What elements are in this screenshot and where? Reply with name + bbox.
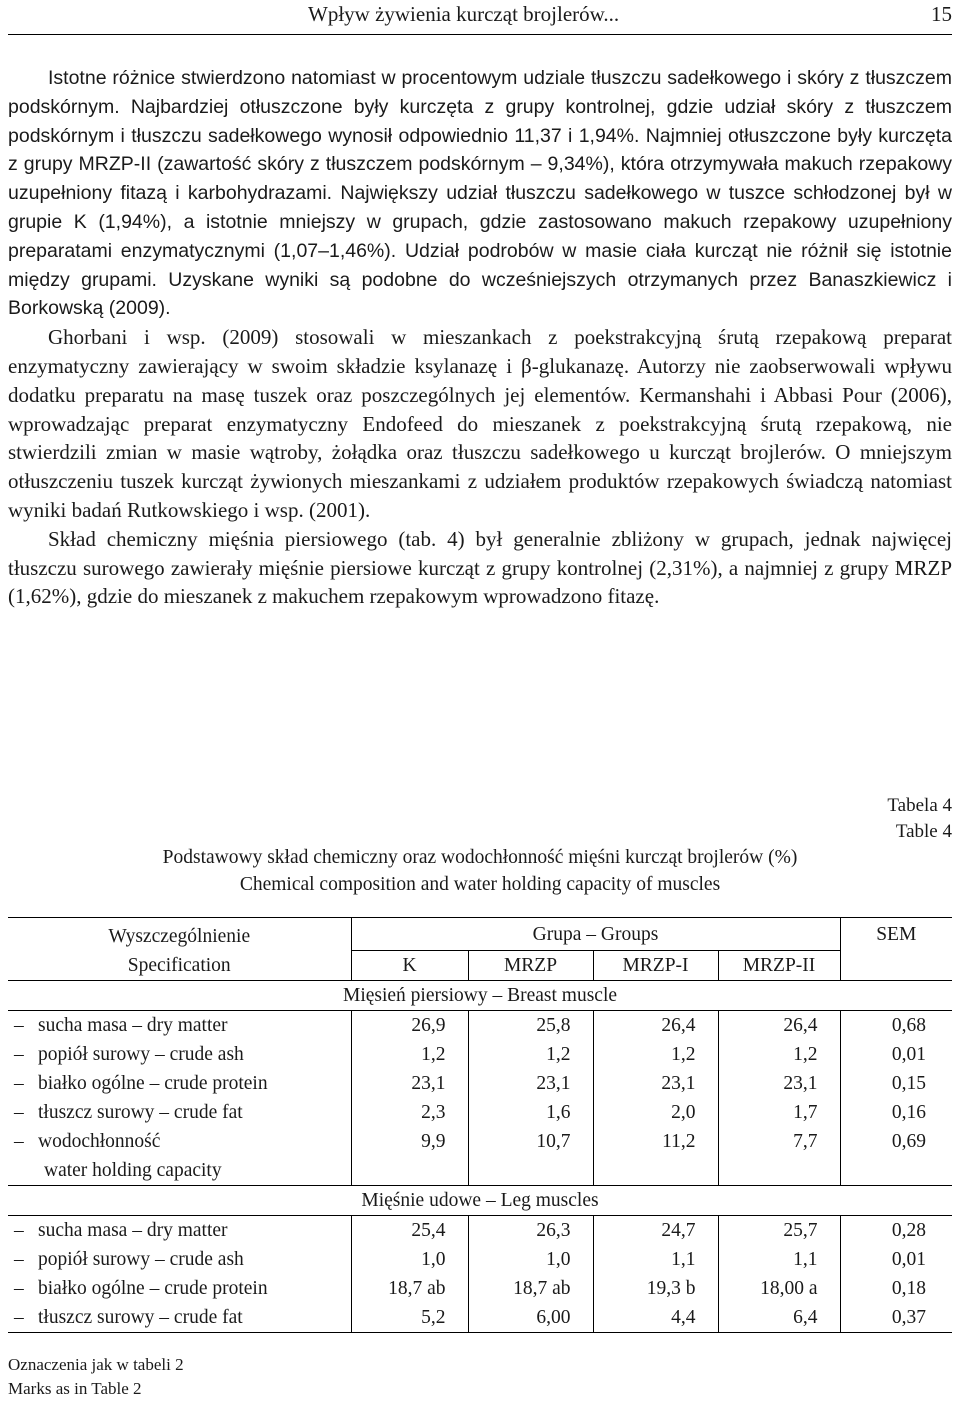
data-table <box>8 917 952 1333</box>
group-header: Grupa – Groups <box>351 918 840 951</box>
row-label <box>8 1069 351 1098</box>
running-header <box>8 0 952 35</box>
value-sem: 0,15 <box>891 1073 926 1094</box>
value-k: 25,4 <box>351 1216 468 1246</box>
dash-mark: – <box>14 1307 24 1328</box>
dash-mark: – <box>14 1249 24 1270</box>
note-pl: Oznaczenia jak w tabeli 2 <box>8 1355 184 1374</box>
value-mrzp2: 7,7 <box>718 1127 840 1186</box>
value-sem: 0,37 <box>840 1303 952 1333</box>
row-label <box>8 1040 351 1069</box>
value-k: 5,2 <box>351 1303 468 1333</box>
spec-header-en: Specification <box>127 955 231 976</box>
row-label-text: białko ogólne – crude protein <box>38 1278 268 1299</box>
row-label-text: sucha masa – dry matter <box>38 1220 228 1241</box>
row-label-text: białko ogólne – crude protein <box>38 1073 268 1094</box>
value-mrzp2: 23,1 <box>718 1069 840 1098</box>
value-mrzp2: 6,4 <box>718 1303 840 1333</box>
body-text <box>8 64 952 611</box>
value-mrzp: 1,0 <box>468 1245 593 1274</box>
value-mrzp: 26,3 <box>468 1216 593 1246</box>
table-notes <box>8 1353 184 1401</box>
value-sem: 0,18 <box>891 1278 926 1299</box>
dash-mark: – <box>14 1102 24 1123</box>
table-caption-pl: Podstawowy skład chemiczny oraz wodochłonność mięśni kurcząt brojlerów (%) <box>162 847 798 868</box>
note-en: Marks as in Table 2 <box>8 1379 142 1398</box>
table-header-row <box>8 918 952 951</box>
section-title-leg: Mięśnie udowe – Leg muscles <box>8 1186 952 1216</box>
section-title-breast: Mięsień piersiowy – Breast muscle <box>8 981 952 1011</box>
row-label-text: popiół surowy – crude ash <box>38 1044 244 1065</box>
value-mrzp: 18,7 ab <box>468 1274 593 1303</box>
paragraph-3: Skład chemiczny mięśnia piersiowego (tab. 4) był generalnie zbliżony w grupach, jednak najwięcej tłuszczu surowego zawierały mięśnie piersiowe kurcząt z grupy kontrolnej (2,31%), a najmniej z grupy MRZP (1,62%), gdzie do mieszanek z makuchem rzepakowym wprowadzono fitazę. <box>8 526 952 609</box>
value-mrzp2: 18,00 a <box>718 1274 840 1303</box>
value-mrzp: 25,8 <box>468 1011 593 1041</box>
table-row <box>8 1303 952 1333</box>
page-number: 15 <box>931 2 952 26</box>
value-mrzp: 23,1 <box>468 1069 593 1098</box>
value-k: 9,9 <box>351 1127 468 1186</box>
value-k: 1,0 <box>351 1245 468 1274</box>
dash-mark: – <box>14 1220 24 1241</box>
value-k: 23,1 <box>351 1069 468 1098</box>
row-label <box>8 1127 351 1186</box>
group-k-header: K <box>351 950 468 980</box>
value-mrzp1: 19,3 b <box>593 1274 718 1303</box>
value-mrzp2: 1,1 <box>718 1245 840 1274</box>
value-mrzp: 1,2 <box>468 1040 593 1069</box>
value-sem: 0,01 <box>891 1044 926 1065</box>
table-row <box>8 1245 952 1274</box>
group-mrzp1-header: MRZP-I <box>593 950 718 980</box>
table-row <box>8 1011 952 1041</box>
dash-mark: – <box>14 1044 24 1065</box>
row-label-text-2: water holding capacity <box>44 1160 222 1181</box>
paragraph-1: Istotne różnice stwierdzono natomiast w procentowym udziale tłuszczu sadełkowego i skóry z tłuszczem podskórnym. Najbardziej otłuszczone były kurczęta z grupy kontrolnej, gdzie udział skóry z tłuszczem podskórnym i tłuszczu sadełkowego wynosił odpowiednio 11,37 i 1,94%. Najmniej otłuszczone były kurczęta z grupy MRZP-II (zawartość skóry z tłuszczem podskórnym – 9,34%), która otrzymywała makuch rzepakowy uzupełniony fitazą i karbohydrazami. Największy udział tłuszczu sadełkowego w tuszce schłodzonej był w grupie K (1,94%), a istotnie mniejszy w grupach, gdzie zastosowano makuch rzepakowy uzupełniony preparatami enzymatycznymi (1,07–1,46%). Udział podrobów w masie ciała kurcząt nie różnił się istotnie między grupami. Uzyskane wyniki są podobne do wcześniejszych otrzymanych przez Banaszkiewicz i Borkowską (2009). <box>8 67 952 320</box>
table-row <box>8 1127 952 1186</box>
value-mrzp: 10,7 <box>468 1127 593 1186</box>
row-label <box>8 1303 351 1333</box>
value-mrzp1: 4,4 <box>593 1303 718 1333</box>
row-label <box>8 1245 351 1274</box>
value-mrzp2: 25,7 <box>718 1216 840 1246</box>
spec-header-pl: Wyszczególnienie <box>108 926 251 947</box>
table-row <box>8 1274 952 1303</box>
value-k: 1,2 <box>351 1040 468 1069</box>
row-label <box>8 1216 351 1246</box>
table-row <box>8 1098 952 1127</box>
row-label-text: sucha masa – dry matter <box>38 1015 228 1036</box>
row-label-text: tłuszcz surowy – crude fat <box>38 1307 243 1328</box>
table-row <box>8 1040 952 1069</box>
row-label <box>8 1098 351 1127</box>
value-mrzp2: 26,4 <box>718 1011 840 1041</box>
value-k: 18,7 ab <box>351 1274 468 1303</box>
value-mrzp1: 24,7 <box>593 1216 718 1246</box>
value-sem: 0,69 <box>891 1131 926 1152</box>
group-mrzp2-header: MRZP-II <box>718 950 840 980</box>
value-mrzp1: 11,2 <box>593 1127 718 1186</box>
dash-mark: – <box>14 1015 24 1036</box>
running-title: Wpływ żywienia kurcząt brojlerów... <box>308 2 620 26</box>
row-label <box>8 1274 351 1303</box>
table-caption-en: Chemical composition and water holding capacity of muscles <box>239 874 721 895</box>
table-label-en: Table 4 <box>895 821 952 842</box>
value-sem: 0,28 <box>891 1220 926 1241</box>
value-mrzp1: 1,1 <box>593 1245 718 1274</box>
row-label-text: tłuszcz surowy – crude fat <box>38 1102 243 1123</box>
value-sem: 0,68 <box>891 1015 926 1036</box>
value-mrzp1: 2,0 <box>593 1098 718 1127</box>
dash-mark: – <box>14 1278 24 1299</box>
paragraph-2: Ghorbani i wsp. (2009) stosowali w mieszankach z poekstrakcyjną śrutą rzepakową preparat enzymatyczny zawierający w swoim składzie ksylanazę i β-glukanazę. Autorzy nie zaobserwowali wpływu dodatku preparatu na masę tuszek oraz poszczególnych jej elementów. Kermanshahi i Abbasi Pour (2006), wprowadzając preparat enzymatyczny Endofeed do mieszanek z poekstrakcyjną śrutą rzepakową, nie stwierdzili zmian w masie wątroby, żołądka oraz tłuszczu sadełkowego u kurcząt brojlerów. O mniejszym otłuszczeniu tuszek kurcząt żywionych mieszankami z udziałem produktów rzepakowych świadczą natomiast wyniki badań Rutkowskiego i wsp. (2001). <box>8 325 952 522</box>
group-mrzp-header: MRZP <box>468 950 593 980</box>
table-label-pl: Tabela 4 <box>887 795 952 816</box>
section-row <box>8 981 952 1011</box>
row-label-text: popiół surowy – crude ash <box>38 1249 244 1270</box>
value-k: 26,9 <box>351 1011 468 1041</box>
dash-mark: – <box>14 1073 24 1094</box>
value-mrzp1: 26,4 <box>593 1011 718 1041</box>
value-mrzp: 6,00 <box>468 1303 593 1333</box>
spec-header <box>8 918 351 981</box>
sem-header: SEM <box>840 918 952 981</box>
value-mrzp1: 23,1 <box>593 1069 718 1098</box>
row-label <box>8 1011 351 1041</box>
value-sem: 0,16 <box>891 1102 926 1123</box>
value-mrzp2: 1,2 <box>718 1040 840 1069</box>
section-row <box>8 1186 952 1216</box>
value-mrzp1: 1,2 <box>593 1040 718 1069</box>
section-breast-body <box>8 1011 952 1186</box>
dash-mark: – <box>14 1131 24 1152</box>
table-row <box>8 1216 952 1246</box>
table-row <box>8 1069 952 1098</box>
value-mrzp: 1,6 <box>468 1098 593 1127</box>
value-sem: 0,01 <box>891 1249 926 1270</box>
row-label-text: wodochłonność <box>38 1131 161 1152</box>
value-k: 2,3 <box>351 1098 468 1127</box>
value-mrzp2: 1,7 <box>718 1098 840 1127</box>
section-leg-body <box>8 1216 952 1333</box>
